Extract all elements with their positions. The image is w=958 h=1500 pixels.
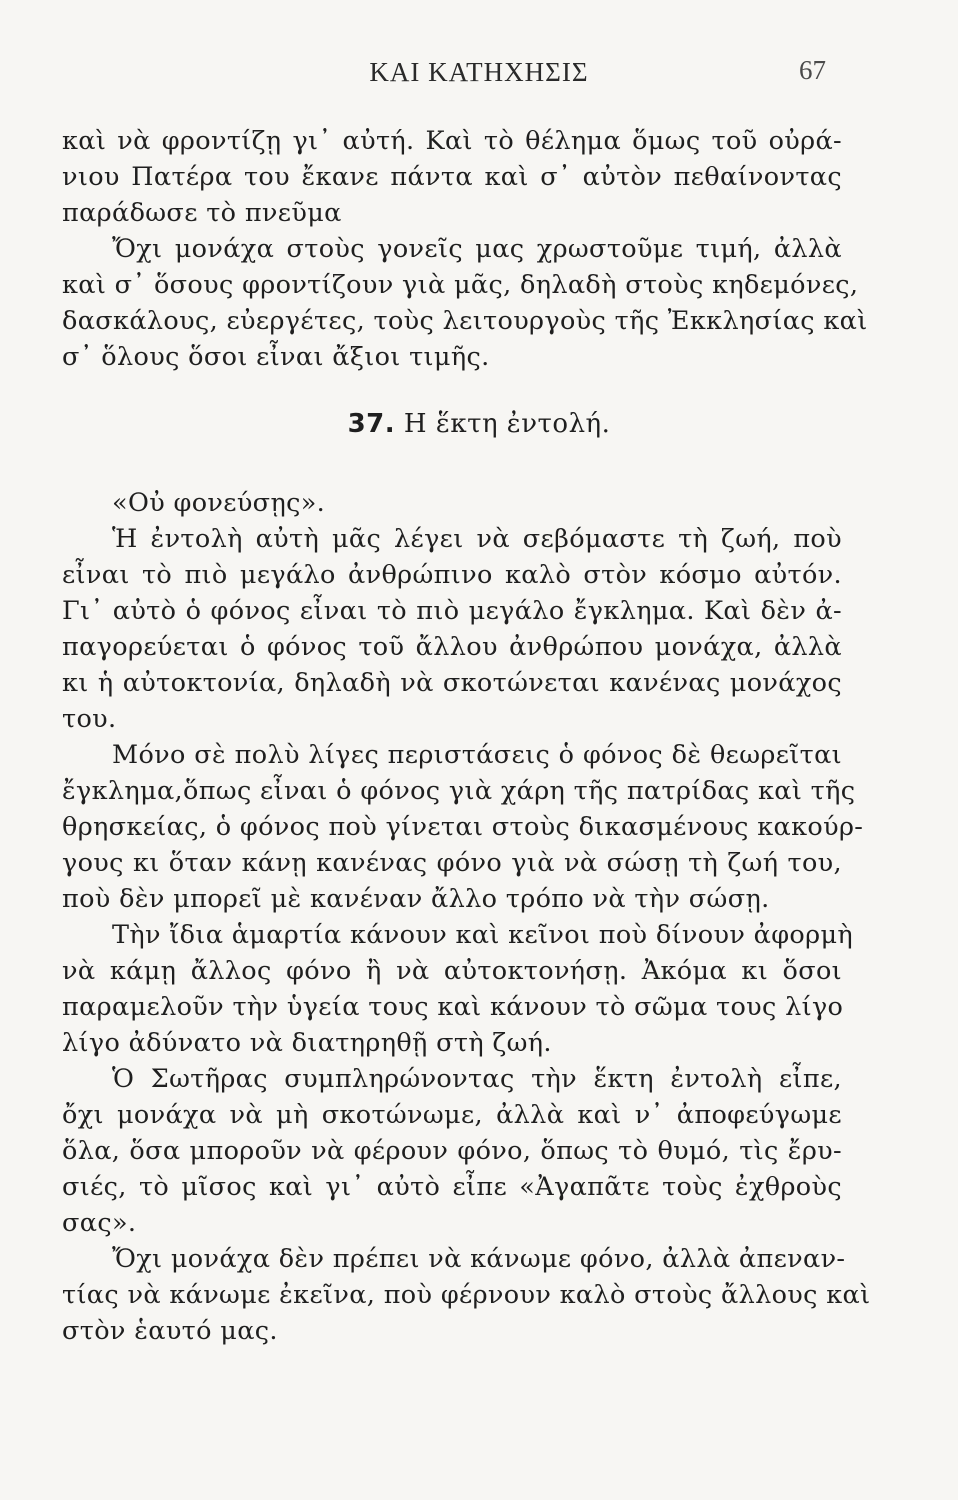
text-line: σιές, τὸ μῖσος καὶ γι᾽ αὐτὸ εἶπε «Ἀγαπᾶτε τοὺς ἐχθροὺς: [62, 1172, 842, 1202]
text-line: δασκάλους, εὐεργέτες, τοὺς λειτουργοὺς τῆς Ἐκκλησίας καὶ: [62, 306, 868, 336]
section-number: 37.: [347, 409, 396, 439]
text-line: Ὄχι μονάχα δὲν πρέπει νὰ κάνωμε φόνο, ἀλλὰ ἀπεναν-: [112, 1244, 846, 1274]
text-line: ἔγκλημα,ὅπως εἶναι ὁ φόνος γιὰ χάρη τῆς πατρίδας καὶ τῆς: [62, 776, 856, 806]
text-line: Ὄχι μονάχα στοὺς γονεῖς μας χρωστοῦμε τιμή, ἀλλὰ: [112, 234, 842, 264]
text-line: Τὴν ἴδια ἁμαρτία κάνουν καὶ κεῖνοι ποὺ δίνουν ἀφορμὴ: [112, 920, 853, 950]
text-line: Ἡ ἐντολὴ αὐτὴ μᾶς λέγει νὰ σεβόμαστε τὴ ζωή, ποὺ: [112, 524, 842, 554]
text-line: καὶ νὰ φροντίζῃ γι᾽ αὐτή. Καὶ τὸ θέλημα ὅμως τοῦ οὐρά-: [62, 126, 842, 156]
text-line: θρησκείας, ὁ φόνος ποὺ γίνεται στοὺς δικασμένους κακούρ-: [62, 812, 864, 842]
text-line: Γι᾽ αὐτὸ ὁ φόνος εἶναι τὸ πιὸ μεγάλο ἔγκλημα. Καὶ δὲν ἀ-: [62, 596, 842, 626]
text-line: ὄχι μονάχα νὰ μὴ σκοτώνωμε, ἀλλὰ καὶ ν᾽ ἀποφεύγωμε: [62, 1100, 842, 1130]
running-title: ΚΑΙ ΚΑΤΗΧΗΣΙΣ: [369, 57, 589, 87]
text-line: «Οὐ φονεύσῃς».: [112, 488, 326, 518]
text-line: στὸν ἑαυτό μας.: [62, 1316, 278, 1346]
page-number: 67: [799, 55, 826, 85]
running-head: [0, 55, 958, 95]
text-line: καὶ σ᾽ ὅσους φροντίζουν γιὰ μᾶς, δηλαδὴ στοὺς κηδεμόνες,: [62, 270, 859, 300]
text-line: του.: [62, 704, 117, 734]
text-line: τίας νὰ κάνωμε ἐκεῖνα, ποὺ φέρνουν καλὸ στοὺς ἄλλους καὶ: [62, 1280, 871, 1310]
text-line: λίγο ἀδύνατο νὰ διατηρηθῇ στὴ ζωή.: [62, 1028, 552, 1058]
text-line: ὅλα, ὅσα μποροῦν νὰ φέρουν φόνο, ὅπως τὸ θυμό, τὶς ἔρυ-: [62, 1136, 842, 1166]
text-line: παγορεύεται ὁ φόνος τοῦ ἄλλου ἀνθρώπου μονάχα, ἀλλὰ: [62, 632, 842, 662]
text-line: σ᾽ ὅλους ὅσοι εἶναι ἄξιοι τιμῆς.: [62, 342, 490, 372]
text-line: σας».: [62, 1208, 137, 1238]
text-line: Ὁ Σωτῆρας συμπληρώνοντας τὴν ἕκτη ἐντολὴ εἶπε,: [112, 1064, 842, 1094]
text-line: παραμελοῦν τὴν ὑγεία τους καὶ κάνουν τὸ σῶμα τους λίγο: [62, 992, 844, 1022]
section-heading: [0, 407, 958, 441]
text-line: γους κι ὅταν κάνῃ κανένας φόνο γιὰ νὰ σώσῃ τὴ ζωή του,: [62, 848, 842, 878]
text-line: νὰ κάμῃ ἄλλος φόνο ἢ νὰ αὐτοκτονήσῃ. Ἀκόμα κι ὅσοι: [62, 956, 842, 986]
section-title: Η ἕκτη ἐντολή.: [403, 409, 611, 439]
text-line: ποὺ δὲν μπορεῖ μὲ κανέναν ἄλλο τρόπο νὰ τὴν σώσῃ.: [62, 884, 770, 914]
text-line: κι ἡ αὐτοκτονία, δηλαδὴ νὰ σκοτώνεται κανένας μονάχος: [62, 668, 842, 698]
text-line: νιου Πατέρα του ἔκανε πάντα καὶ σ᾽ αὐτὸν πεθαίνοντας: [62, 162, 842, 192]
text-line: εἶναι τὸ πιὸ μεγάλο ἀνθρώπινο καλὸ στὸν κόσμο αὐτόν.: [62, 560, 842, 590]
text-line: παράδωσε τὸ πνεῦμα: [62, 198, 342, 228]
text-line: Μόνο σὲ πολὺ λίγες περιστάσεις ὁ φόνος δὲ θεωρεῖται: [112, 740, 842, 770]
